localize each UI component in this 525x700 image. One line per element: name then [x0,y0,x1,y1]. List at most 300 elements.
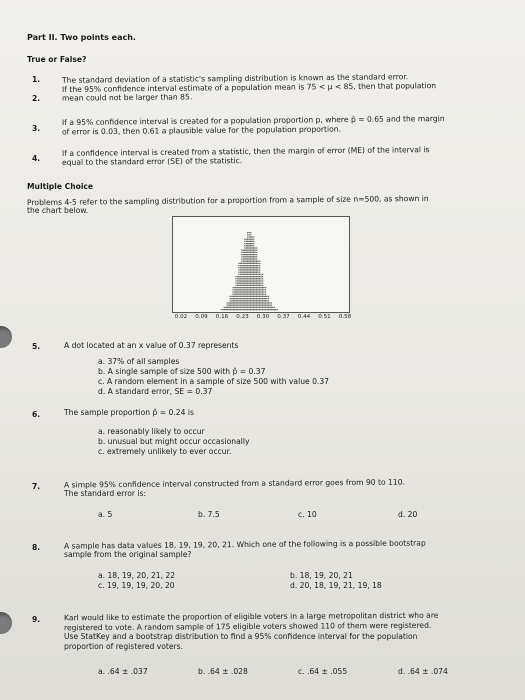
dot-mark [247,236,248,237]
dot-mark [256,258,257,259]
dot-mark [252,236,253,237]
dot-mark [256,278,257,279]
dot-mark [275,309,276,310]
dot-mark [241,280,242,281]
dot-mark [253,250,254,251]
dot-mark [225,307,226,308]
dot-mark [225,309,226,310]
dot-mark [259,269,260,270]
dot-mark [232,291,233,292]
dot-mark [250,305,251,306]
dot-mark [246,272,247,273]
dot-mark [243,296,244,297]
q9-text-line-2: registered to vote. A random sample of 175 eligible voters showed 110 of them were registered. [63,620,432,633]
q8-option-b[interactable]: b. 18, 19, 20, 21 [290,571,353,580]
dot-mark [247,305,248,306]
q6-option-b[interactable]: b. unusual but might occur occasionally [98,437,250,446]
dot-mark [255,300,256,301]
q6-text: The sample proportion p̂ = 0.24 is [64,408,194,417]
dot-mark [232,294,233,295]
dot-mark [250,265,251,266]
dot-mark [247,298,248,299]
dot-mark [243,276,244,277]
dot-mark [250,243,251,244]
dot-mark [244,256,245,257]
dot-mark [241,263,242,264]
dot-mark [265,307,266,308]
dot-mark [243,285,244,286]
dot-mark [260,289,261,290]
q6-option-c[interactable]: c. extremely unlikely to ever occur. [98,447,232,456]
question-number: 7. [32,482,41,491]
dot-mark [246,245,247,246]
dot-mark [256,276,257,277]
dot-mark [253,309,254,310]
tf-question-3-line-1: If a 95% confidence interval is created for a population proportion p, where p̂ = 0.65 and the margin [61,113,445,128]
dot-mark [249,300,250,301]
dot-mark [253,289,254,290]
dot-mark [249,245,250,246]
dot-mark [243,287,244,288]
dot-mark [259,274,260,275]
dot-mark [263,300,264,301]
dot-mark [257,307,258,308]
q8-option-a[interactable]: a. 18, 19, 20, 21, 22 [98,571,176,580]
dot-mark [247,285,248,286]
dot-mark [244,287,245,288]
dot-mark [265,302,266,303]
dot-mark [253,280,254,281]
dot-mark [243,274,244,275]
dot-mark [240,283,241,284]
dot-mark [238,305,239,306]
dot-mark [268,307,269,308]
dot-mark [255,283,256,284]
dotplot-chart [172,216,350,313]
dot-mark [246,241,247,242]
dot-mark [259,307,260,308]
dot-mark [259,287,260,288]
dot-mark [237,289,238,290]
dot-mark [234,296,235,297]
dot-mark [231,300,232,301]
dot-mark [253,256,254,257]
dot-mark [277,309,278,310]
dot-mark [231,305,232,306]
dot-mark [244,258,245,259]
dot-mark [252,298,253,299]
dot-mark [256,254,257,255]
dot-mark [262,287,263,288]
x-tick-label: 0.30 [256,314,270,320]
dot-mark [244,289,245,290]
dot-mark [247,291,248,292]
dot-mark [244,309,245,310]
dot-mark [249,280,250,281]
dot-mark [257,283,258,284]
dot-mark [221,309,222,310]
dot-mark [260,280,261,281]
dot-mark [257,289,258,290]
dot-mark [255,276,256,277]
dot-mark [263,289,264,290]
dot-mark [253,258,254,259]
dot-mark [247,300,248,301]
dot-mark [252,289,253,290]
dot-mark [253,252,254,253]
dot-mark [240,294,241,295]
dot-mark [262,276,263,277]
q9-option-a[interactable]: a. .64 ± .037 [98,667,148,676]
dot-mark [247,243,248,244]
dot-mark [268,305,269,306]
dot-mark [263,307,264,308]
dot-mark [252,245,253,246]
dot-mark [265,298,266,299]
dot-mark [263,302,264,303]
dot-mark [237,296,238,297]
dot-mark [256,287,257,288]
dot-mark [240,276,241,277]
dot-mark [237,302,238,303]
dot-mark [244,276,245,277]
dotplot-svg [173,217,349,312]
dot-mark [243,256,244,257]
dot-mark [249,241,250,242]
dot-mark [260,283,261,284]
dot-mark [249,269,250,270]
dot-mark [244,247,245,248]
dot-mark [243,252,244,253]
dot-mark [238,276,239,277]
dot-mark [252,265,253,266]
dot-mark [257,274,258,275]
tf-question-2-line-1: If the 95% confidence interval estimate of a population mean is 75 < μ < 85, then that population [61,81,437,94]
dot-mark [255,252,256,253]
dot-mark [241,258,242,259]
dot-mark [246,261,247,262]
q9-text-line-3: Use StatKey and a bootstrap distribution to find a 95% confidence interval for the population [64,632,418,641]
dot-mark [247,287,248,288]
dot-mark [253,300,254,301]
dot-mark [243,294,244,295]
dot-mark [260,302,261,303]
dot-mark [250,296,251,297]
dot-mark [238,285,239,286]
question-number: 3. [32,124,41,133]
dot-mark [235,296,236,297]
dot-mark [235,291,236,292]
dot-mark [255,250,256,251]
dot-mark [232,287,233,288]
dot-mark [238,309,239,310]
dot-mark [237,300,238,301]
x-tick-label: 0.58 [338,314,352,320]
dot-mark [250,241,251,242]
dot-mark [271,305,272,306]
dot-mark [255,269,256,270]
dot-mark [247,278,248,279]
tf-question-4-line-2: equal to the standard error (SE) of the statistic. [61,156,243,167]
dot-mark [256,289,257,290]
dot-mark [255,291,256,292]
dot-mark [247,232,248,233]
dot-mark [227,309,228,310]
dot-mark [244,298,245,299]
dot-mark [255,305,256,306]
dot-mark [246,305,247,306]
dot-mark [244,305,245,306]
dot-mark [253,296,254,297]
dot-mark [243,300,244,301]
dot-mark [238,289,239,290]
dot-mark [257,291,258,292]
dot-mark [265,309,266,310]
dot-mark [253,274,254,275]
dot-mark [257,265,258,266]
dot-mark [259,309,260,310]
dot-mark [253,243,254,244]
dot-mark [246,294,247,295]
dot-mark [269,305,270,306]
q9-option-b[interactable]: b. .64 ± .028 [198,667,248,676]
dot-mark [232,309,233,310]
q7-option-b[interactable]: b. 7.5 [198,510,220,519]
q9-option-c[interactable]: c. .64 ± .055 [298,667,348,676]
dot-mark [253,302,254,303]
dot-mark [244,283,245,284]
dot-mark [244,267,245,268]
q5-option-a[interactable]: a. 37% of all samples [98,357,180,366]
dot-mark [257,276,258,277]
dot-mark [246,252,247,253]
dot-mark [250,267,251,268]
dot-mark [238,302,239,303]
dot-mark [234,307,235,308]
dot-mark [247,258,248,259]
q7-option-c[interactable]: c. 10 [298,510,317,519]
dot-mark [237,305,238,306]
dot-mark [250,250,251,251]
dot-mark [260,307,261,308]
dot-mark [253,307,254,308]
dot-mark [247,263,248,264]
dot-mark [234,305,235,306]
dot-mark [249,287,250,288]
dot-mark [240,289,241,290]
dot-mark [231,309,232,310]
dot-mark [247,245,248,246]
dot-mark [243,263,244,264]
dot-mark [241,298,242,299]
dot-mark [238,294,239,295]
dot-mark [253,239,254,240]
q9-text-line-4: proportion of registered voters. [64,642,184,651]
dot-mark [269,307,270,308]
q7-option-d[interactable]: d. 20 [398,510,418,519]
dot-mark [247,289,248,290]
dot-mark [255,285,256,286]
dot-mark [259,272,260,273]
dot-mark [243,269,244,270]
dot-mark [247,280,248,281]
dot-mark [244,265,245,266]
dot-mark [249,272,250,273]
dot-mark [255,302,256,303]
question-number: 2. [32,94,41,103]
q6-option-a[interactable]: a. reasonably likely to occur [98,427,205,436]
dot-mark [252,263,253,264]
dot-mark [244,272,245,273]
dot-mark [249,256,250,257]
dot-mark [255,265,256,266]
dot-mark [252,278,253,279]
dot-mark [247,269,248,270]
dot-mark [250,258,251,259]
dot-mark [240,307,241,308]
dot-mark [235,285,236,286]
dot-mark [247,267,248,268]
dot-mark [257,305,258,306]
dot-mark [237,291,238,292]
dot-mark [262,280,263,281]
dot-mark [244,261,245,262]
dot-mark [234,300,235,301]
dot-mark [235,289,236,290]
dot-mark [234,294,235,295]
dot-mark [252,252,253,253]
q5-text: A dot located at an x value of 0.37 represents [64,341,239,350]
dot-mark [252,280,253,281]
dot-mark [263,296,264,297]
dot-mark [259,263,260,264]
q8-option-c[interactable]: c. 19, 19, 19, 20, 20 [98,581,175,590]
dot-mark [255,278,256,279]
dot-mark [259,276,260,277]
dot-mark [250,272,251,273]
q5-option-d[interactable]: d. A standard error, SE = 0.37 [98,387,213,396]
dot-mark [266,296,267,297]
dot-mark [256,309,257,310]
dot-mark [263,294,264,295]
dot-mark [268,302,269,303]
dot-mark [250,269,251,270]
dot-mark [249,285,250,286]
dot-mark [243,278,244,279]
dot-mark [246,289,247,290]
q7-option-a[interactable]: a. 5 [98,510,113,519]
dot-mark [243,265,244,266]
question-number: 6. [32,410,41,419]
x-tick-label: 0.16 [215,314,229,320]
dot-mark [240,269,241,270]
dot-mark [247,239,248,240]
dot-mark [235,287,236,288]
dot-mark [243,250,244,251]
dot-mark [252,256,253,257]
dot-mark [257,296,258,297]
dot-mark [228,309,229,310]
dot-mark [262,302,263,303]
dot-mark [263,298,264,299]
dot-mark [231,296,232,297]
dot-mark [235,300,236,301]
q8-option-d[interactable]: d. 20, 18, 19, 21, 19, 18 [290,581,382,590]
dot-mark [241,265,242,266]
dot-mark [259,261,260,262]
dot-mark [240,278,241,279]
dot-mark [247,254,248,255]
dot-mark [238,272,239,273]
dot-mark [246,302,247,303]
dot-mark [232,300,233,301]
dot-mark [235,302,236,303]
dot-mark [271,302,272,303]
dot-mark [255,287,256,288]
dot-mark [246,307,247,308]
dot-mark [243,272,244,273]
dot-mark [244,274,245,275]
dot-mark [241,307,242,308]
dot-mark [253,245,254,246]
dot-mark [250,300,251,301]
dot-mark [241,296,242,297]
dot-mark [244,263,245,264]
dot-mark [252,283,253,284]
dot-mark [250,289,251,290]
dot-mark [253,294,254,295]
dot-mark [262,289,263,290]
dot-mark [227,305,228,306]
q5-option-c[interactable]: c. A random element in a sample of size 500 with value 0.37 [98,377,329,386]
dot-mark [247,272,248,273]
dot-mark [230,296,231,297]
dot-mark [246,243,247,244]
q9-option-d[interactable]: d. .64 ± .074 [398,667,448,676]
q5-option-b[interactable]: b. A single sample of size 500 with p̂ = 0.37 [98,367,266,376]
dot-mark [246,283,247,284]
dot-mark [235,309,236,310]
dot-mark [240,302,241,303]
dot-mark [237,285,238,286]
dot-mark [241,300,242,301]
q8-text-line-1: A sample has data values 18, 19, 19, 20, 21. Which one of the following is a possible bootstrap [63,538,426,551]
dot-mark [246,274,247,275]
dot-mark [256,285,257,286]
dot-mark [244,269,245,270]
dot-mark [241,291,242,292]
dot-mark [241,261,242,262]
dot-mark [232,307,233,308]
dot-mark [256,280,257,281]
dot-mark [269,309,270,310]
question-number: 4. [32,154,41,163]
dot-mark [249,261,250,262]
dot-mark [238,283,239,284]
dot-mark [234,289,235,290]
dot-mark [237,278,238,279]
dot-mark [249,302,250,303]
dot-mark [235,294,236,295]
dot-mark [250,302,251,303]
dot-mark [256,267,257,268]
dot-mark [269,302,270,303]
dot-mark [260,291,261,292]
dot-mark [260,294,261,295]
dot-mark [224,307,225,308]
dot-mark [249,283,250,284]
dot-mark [253,272,254,273]
